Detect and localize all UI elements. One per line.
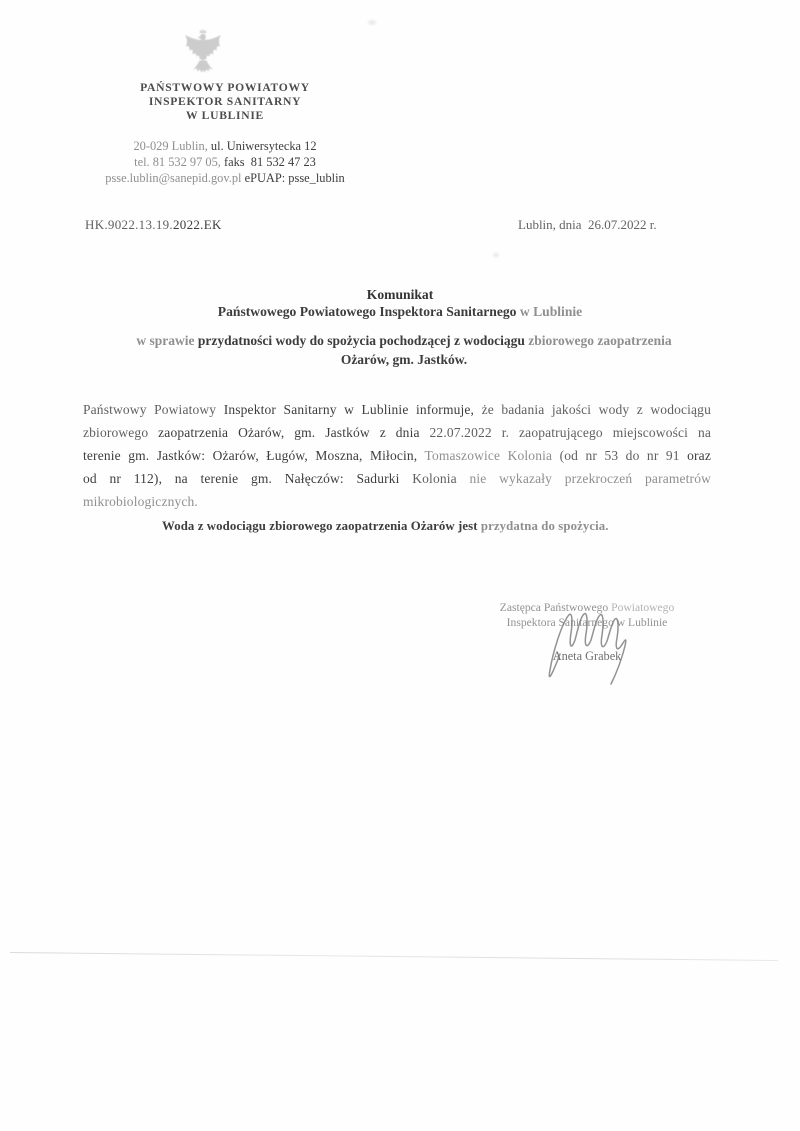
body-paragraph xyxy=(83,398,711,513)
fax-number: faks 81 532 47 23 xyxy=(223,154,316,169)
signer-role-line-2: Inspektora Sanitarnego w Lublinie xyxy=(506,615,668,629)
document-subject xyxy=(84,332,724,369)
document-title xyxy=(0,286,800,320)
issuer-location: w Lublinie xyxy=(516,304,583,319)
scan-speck xyxy=(368,20,376,25)
case-number-prefix: HK.9022.13.19. xyxy=(85,217,173,232)
potability-statement xyxy=(162,519,609,534)
body-segment: Inspektor Sanitarny w Lublinie informuje, xyxy=(223,402,482,417)
address-line-phone xyxy=(68,155,382,171)
handwritten-signature xyxy=(536,596,640,688)
case-reference-number xyxy=(85,217,222,233)
phone-number: tel. 81 532 97 05, xyxy=(134,154,224,169)
title-line-issuer xyxy=(0,303,800,320)
statement-tail: przydatna do spożycia. xyxy=(480,519,609,533)
org-name-line-3: W LUBLINIE xyxy=(186,108,264,122)
case-number-suffix: 2022.EK xyxy=(172,217,222,232)
signer-role-part-a: Zastępca Państwowego xyxy=(499,601,612,614)
body-segment: oraz od nr 112), na terenie gm. Nałęczów: Sadurki xyxy=(83,448,711,486)
polish-eagle-emblem xyxy=(182,28,224,76)
statement-main: Woda z wodociągu zbiorowego zaopatrzenia Ożarów jest xyxy=(162,519,481,533)
signer-name: Aneta Grabek xyxy=(552,649,622,663)
subject-main: przydatności wody do spożycia pochodzącej z wodociągu xyxy=(197,333,529,348)
org-name-line-2: INSPEKTOR SANITARNY xyxy=(148,94,302,108)
address-line-street xyxy=(68,139,382,155)
title-line-komunikat: Komunikat xyxy=(366,287,434,302)
email-address: psse.lublin@sanepid.gov.pl xyxy=(105,170,245,185)
body-segment: zaopatrzenia Ożarów, gm. Jastków z dnia xyxy=(158,425,430,440)
org-name-line-1: PAŃSTWOWY POWIATOWY xyxy=(140,81,310,94)
address-line-email xyxy=(68,171,382,187)
body-segment: Kolonia xyxy=(412,471,470,486)
issuer-name: Państwowego Powiatowego Inspektora Sanitarnego xyxy=(217,304,517,319)
signer-role-part-b: Powiatowego xyxy=(611,601,675,614)
street-address: ul. Uniwersytecka 12 xyxy=(210,139,317,153)
subject-tail: zbiorowego zaopatrzenia xyxy=(528,333,672,348)
body-segment: Państwowy Powiatowy xyxy=(83,402,224,417)
epuap-address: ePUAP: psse_lublin xyxy=(244,170,345,185)
body-segment: Tomaszowice Kolonia xyxy=(424,448,560,463)
body-segment: (od nr 53 do nr 91 xyxy=(559,448,688,463)
letterhead-organization-name xyxy=(75,81,375,122)
subject-lead: w sprawie xyxy=(136,333,198,348)
scan-speck xyxy=(493,253,499,257)
subject-line-1 xyxy=(84,332,724,351)
body-segment: 22.07.2022 r. zaopatrującego miejscowości na xyxy=(429,425,711,440)
body-segment: terenie gm. Jastków: Ożarów, Ługów, Moszna, Miłocin, xyxy=(83,448,425,463)
place-and-date: Lublin, dnia 26.07.2022 r. xyxy=(518,217,657,232)
letterhead-address xyxy=(68,139,382,186)
body-segment: nie wykazały przekroczeń parametrów mikrobiologicznych. xyxy=(83,471,711,509)
scan-artifact-line xyxy=(10,952,778,961)
postal-code-city: 20-029 Lublin, xyxy=(133,139,211,153)
body-segment: że badania jakości wody z wodociągu zbiorowego xyxy=(83,402,711,440)
subject-line-2: Ożarów, gm. Jastków. xyxy=(340,351,468,367)
